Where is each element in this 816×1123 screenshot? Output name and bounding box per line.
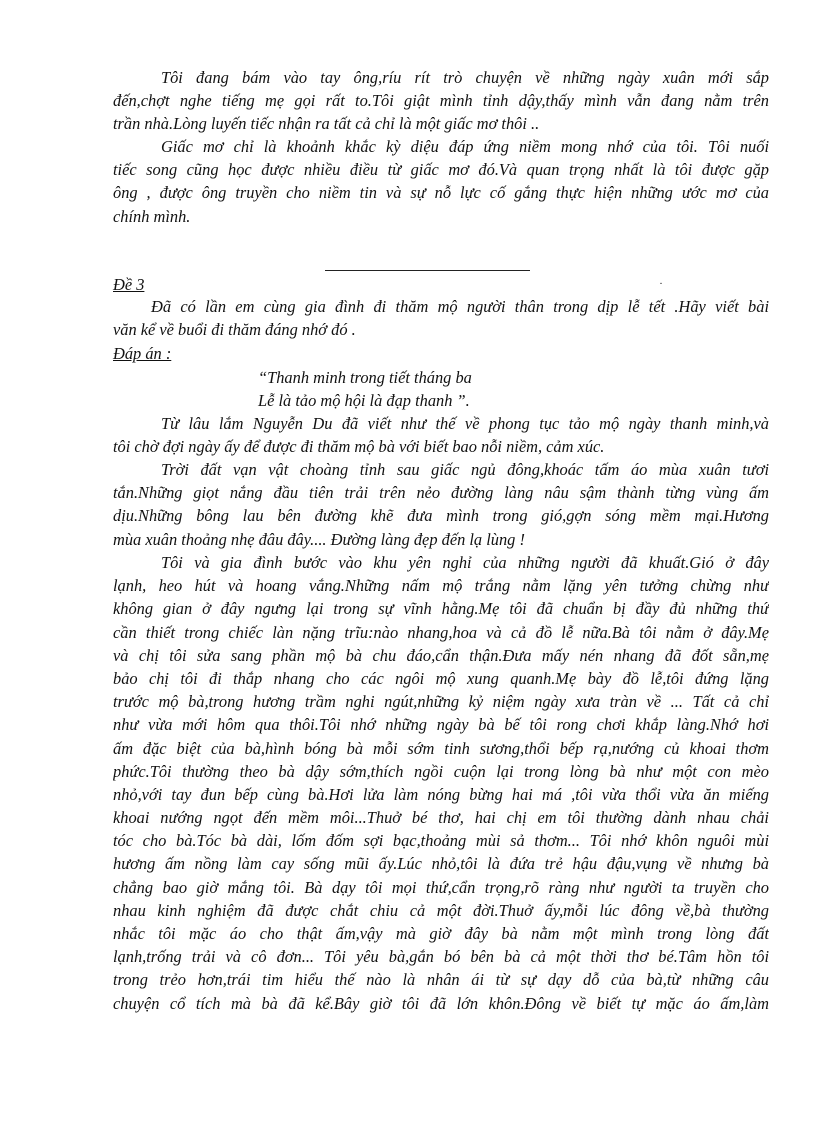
- essay-paragraph-3: [113, 551, 769, 1015]
- text-line: phức.Tôi thường theo bà dậy sớm,thích ngồi cuộn lại trong lòng bà như một con mèo: [113, 761, 769, 781]
- text-line: hương ấm nồng làm cay sống mũi ấy.Lúc nhỏ,tôi là đứa trẻ hậu đậu,vụng về nhưng bà: [113, 854, 769, 874]
- text-line: trần nhà.Lòng luyến tiếc nhận ra tất cả chỉ là một giấc mơ thôi ..: [113, 114, 540, 134]
- text-line: trước mộ bà,trong hương trầm nghi ngút,những kỷ niệm ngày xưa tràn về ... Tất cả chỉ: [113, 692, 769, 712]
- text-line: bảo chị tôi đi thắp nhang cho các ngôi mộ xung quanh.Mẹ bày đồ lễ,tôi đứng lặng: [113, 668, 769, 688]
- text-line: Trời đất vạn vật choàng tỉnh sau giấc ngủ đông,khoác tấm áo mùa xuân tươi: [161, 460, 769, 479]
- text-line: Giấc mơ chỉ là khoảnh khắc kỳ diệu đáp ứng niềm mong nhớ của tôi. Tôi nuối: [161, 137, 769, 156]
- text-line: mùa xuân thoảng nhẹ đâu đây.... Đường làng đẹp đến lạ lùng !: [113, 529, 525, 549]
- text-line: Tôi đang bám vào tay ông,ríu rít trò chuyện về những ngày xuân mới sắp: [161, 68, 769, 87]
- intro-paragraph-1: [113, 66, 769, 136]
- text-line: nhắc tôi mặc áo cho thật ấm,vậy mà giờ đây bà nằm một mình trong lòng đất: [113, 924, 769, 943]
- text-line: dịu.Những bông lau bên đường khẽ đưa mình trong gió,gợn sóng mềm mại.Hương: [113, 506, 769, 526]
- text-line: chính mình.: [113, 206, 191, 226]
- text-line: chẳng bao giờ mắng tôi. Bà dạy tôi mọi thứ,cẩn trọng,rõ ràng như người ta truyền cho: [113, 877, 769, 897]
- assignment-prompt: [113, 295, 769, 341]
- stray-dot: .: [660, 276, 663, 287]
- text-line: lạnh, heo hút và hoang vắng.Những nấm mộ trắng nằm lặng yên tưởng chừng như: [113, 576, 769, 596]
- text-line: trong trẻo hơn,trái tim hiểu thế nào là nhân ái từ sự dạy dỗ của bà,từ những câu: [113, 970, 769, 990]
- poem-line-1: “Thanh minh trong tiết tháng ba: [258, 368, 472, 387]
- essay-paragraph-1: [113, 412, 769, 458]
- text-line: Từ lâu lắm Nguyễn Du đã viết như thế về phong tục tảo mộ ngày thanh minh,và: [161, 414, 769, 433]
- answer-label: Đáp án :: [113, 344, 172, 363]
- text-line: nhau kinh nghiệm đã được chắt chiu cả một đời.Thuở ấy,mỗi lúc đông về,bà thường: [113, 900, 769, 920]
- text-line: Đã có lần em cùng gia đình đi thăm mộ người thân trong dịp lễ tết .Hãy viết bài: [151, 297, 769, 316]
- text-line: như vừa mới hôm qua thôi.Tôi nhớ những ngày bà bế tôi rong chơi khắp làng.Nhớ hơi: [113, 715, 769, 735]
- text-line: chuyện cổ tích mà bà đã kể.Bây giờ tôi đã lớn khôn.Đông về biết tự mặc áo ấm,làm: [113, 993, 769, 1013]
- text-line: khoai nướng ngọt đến mềm môi...Thuở bé thơ, hai chị em tôi thường dành nhau chải: [113, 808, 769, 828]
- text-line: văn kể về buổi đi thăm đáng nhớ đó .: [113, 320, 356, 340]
- section-heading: Đề 3: [113, 275, 145, 294]
- text-line: đến,chợt nghe tiếng mẹ gọi rất to.Tôi giật mình tỉnh dậy,thấy mình vẫn đang nằm trên: [113, 91, 769, 111]
- text-line: lạnh,trống trải và cô đơn... Tôi yêu bà,gắn bó bên bà cả một thời thơ bé.Tâm hồn tôi: [113, 947, 769, 967]
- text-line: ấm đặc biệt của bà,hình bóng bà mỗi sớm tinh sương,thổi bếp rạ,nướng củ khoai thơm: [113, 738, 769, 758]
- text-line: Tôi và gia đình bước vào khu yên nghỉ của những người đã khuất.Gió ở đây: [161, 553, 769, 572]
- intro-paragraph-2: [113, 135, 769, 228]
- text-line: ông , được ông truyền cho niềm tin và sự nỗ lực cố gắng thực hiện những ước mơ của: [113, 183, 769, 203]
- text-line: nhỏ,với tay đun bếp cùng bà.Hơi lửa làm nóng bừng hai má ,tôi vừa thổi vừa ăn miếng: [113, 784, 769, 804]
- text-line: và chị tôi sửa sang phần mộ bà chu đáo,cẩn thận.Đưa mấy nén nhang đã đốt sẵn,mẹ: [113, 645, 769, 665]
- text-line: cần thiết trong chiếc làn nặng trĩu:nào nhang,hoa và cả đồ lễ nữa.Bà tôi nằm ở đây.Mẹ: [113, 622, 769, 642]
- text-line: không gian ở đây ngưng lại trong sự vĩnh hằng.Mẹ tôi đã chuẩn bị đầy đủ những thứ: [113, 599, 769, 619]
- poem-line-2: Lễ là tảo mộ hội là đạp thanh ”.: [258, 391, 470, 410]
- text-line: tóc cho bà.Tóc bà dài, lốm đốm sợi bạc,thoảng mùi sả thơm... Tôi nhớ khôn nguôi mùi: [113, 831, 769, 851]
- separator-rule: [325, 270, 530, 271]
- text-line: tôi chờ đợi ngày ấy để được đi thăm mộ bà với biết bao nỗi niềm, cảm xúc.: [113, 437, 605, 457]
- essay-paragraph-2: [113, 458, 769, 551]
- text-line: tắn.Những giọt nắng đầu tiên trải trên nẻo đường làng nâu sậm thành từng vùng ấm: [113, 483, 769, 503]
- text-line: tiếc song cũng học được nhiều điều từ giấc mơ đó.Và quan trọng nhất là tôi được gặp: [113, 160, 769, 180]
